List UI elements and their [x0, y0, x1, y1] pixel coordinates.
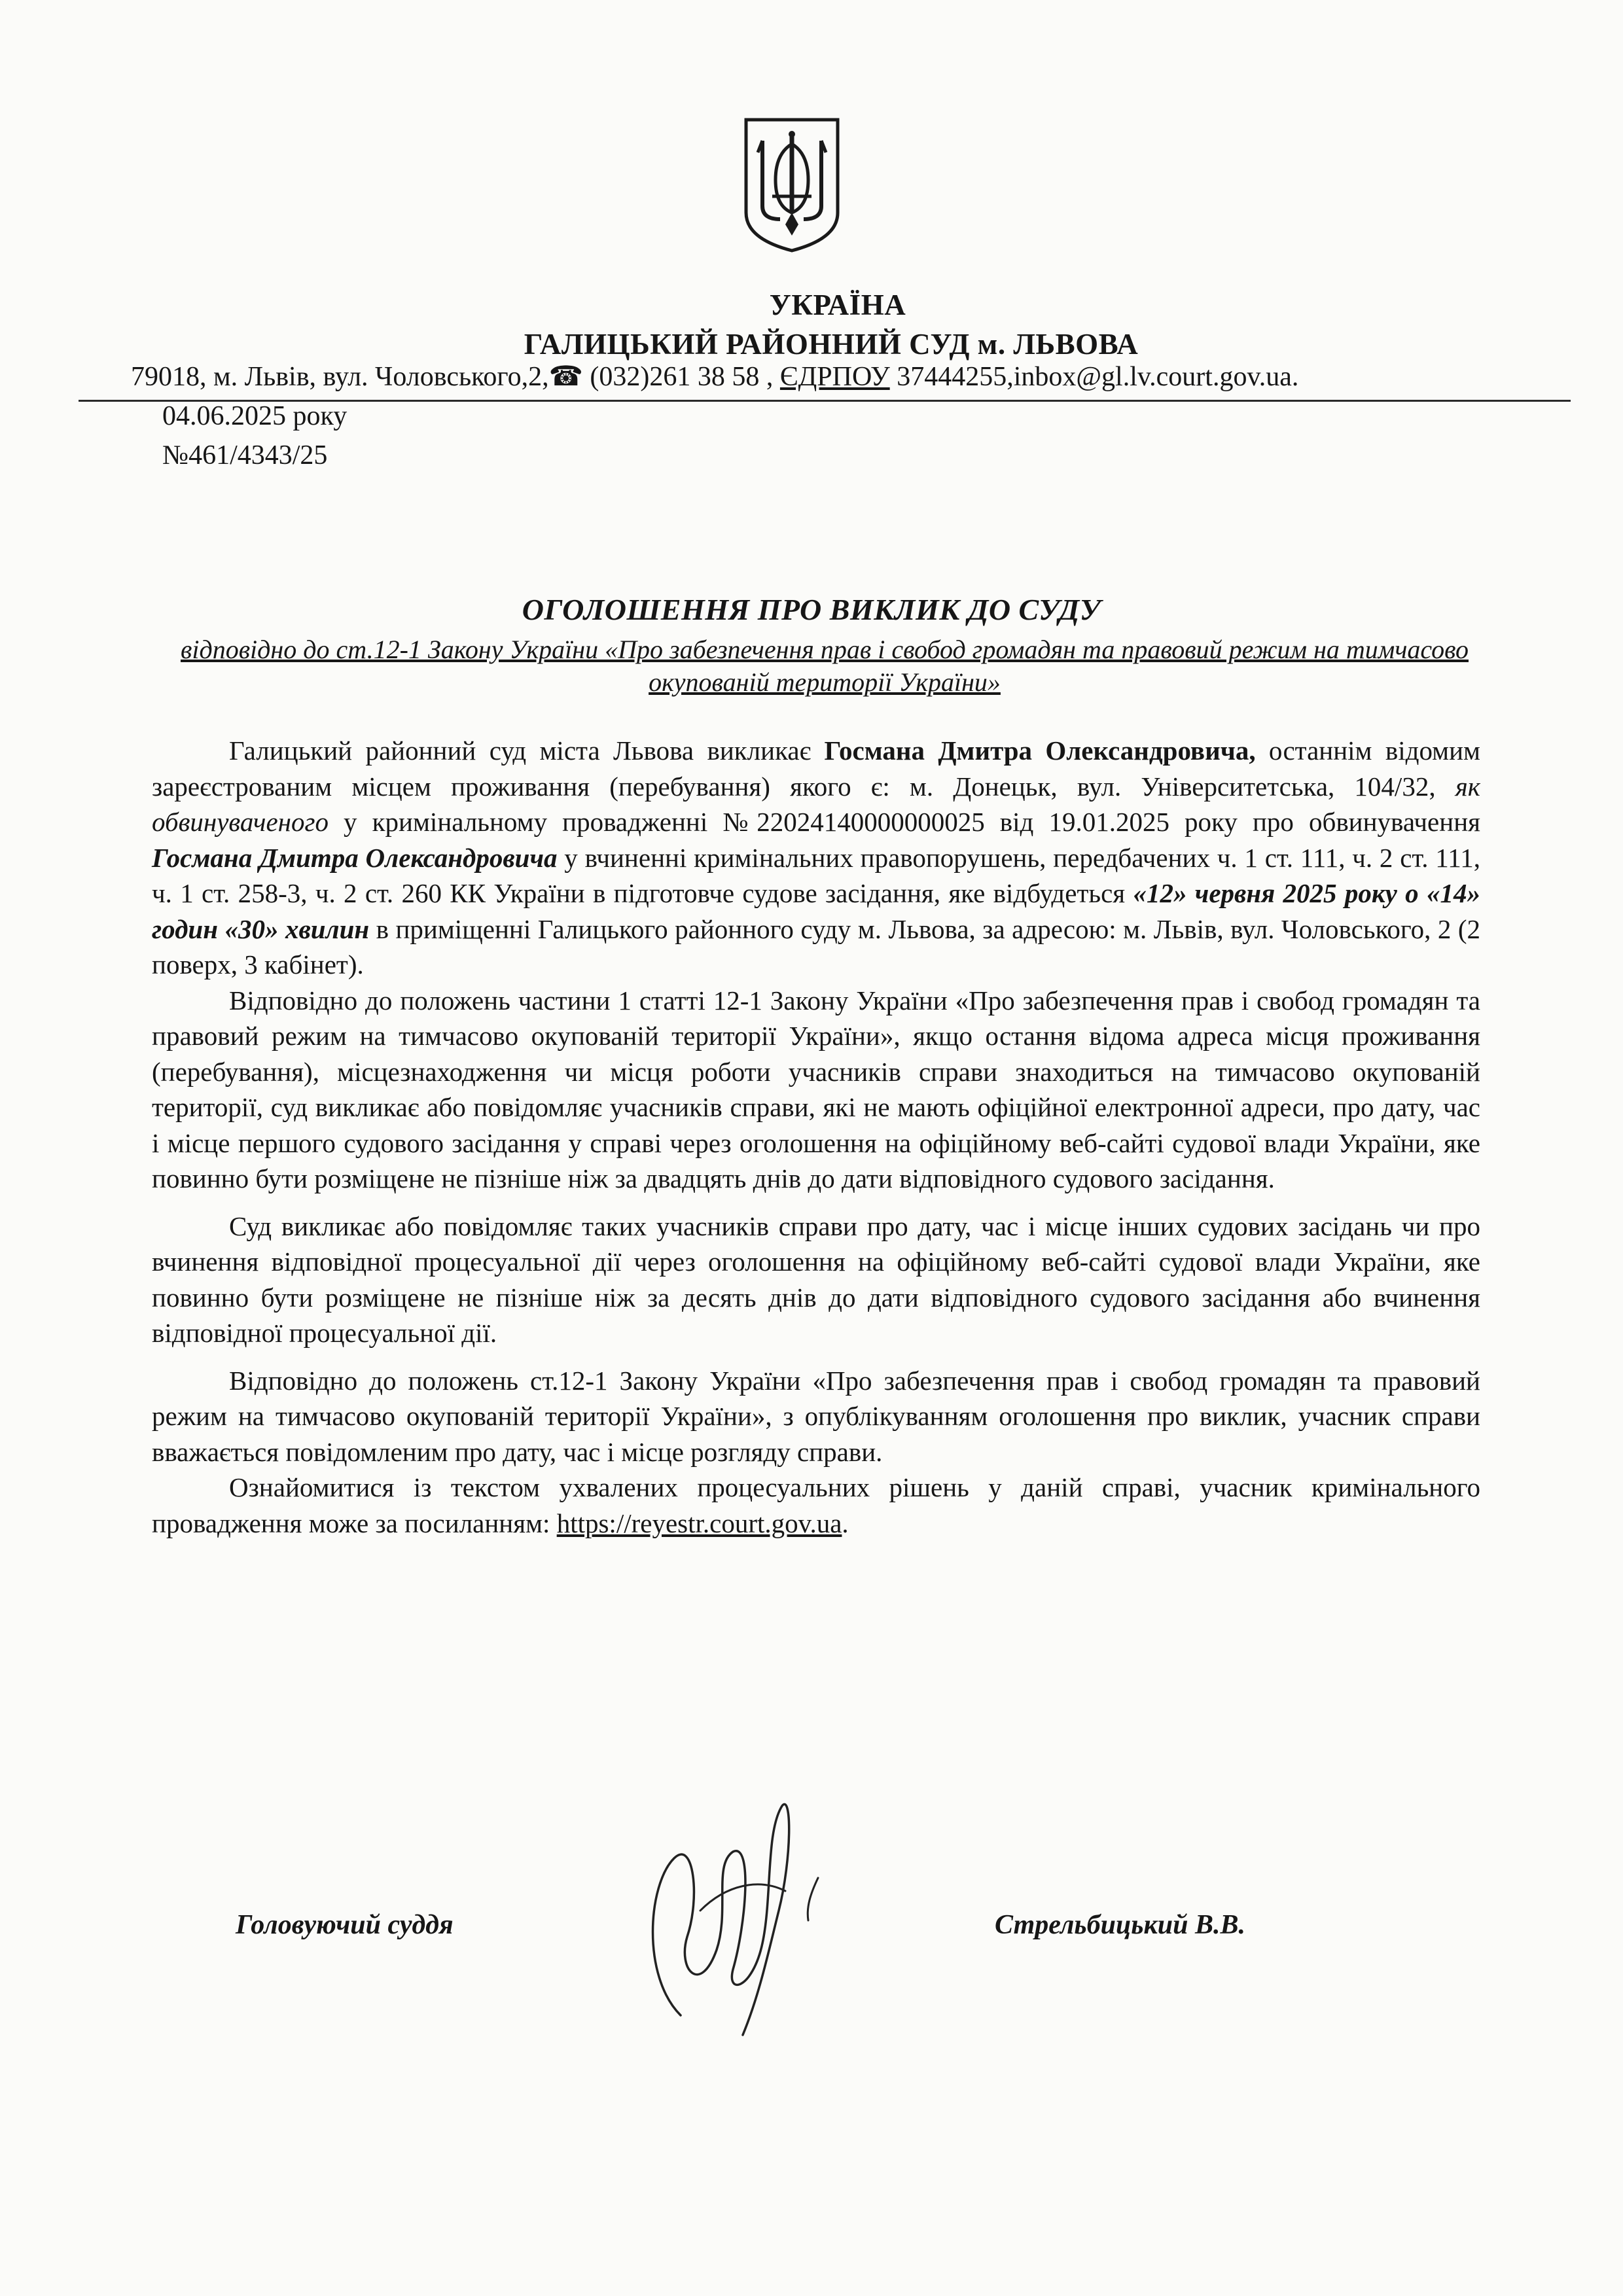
defendant-name: Госмана Дмитра Олександровича, — [824, 735, 1256, 766]
country-heading: УКРАЇНА — [769, 289, 906, 321]
registry-link[interactable]: https://reyestr.court.gov.ua — [556, 1508, 842, 1538]
document-title: ОГОЛОШЕННЯ ПРО ВИКЛИК ДО СУДУ — [522, 593, 1101, 626]
signature-mark — [602, 1780, 838, 2055]
p1-text-4: у вчиненні кримінальних правопорушень, передбачених ч. 1 ст. 111, ч. 2 ст. 111, ч. 1 ст. 258-3, ч. 2 ст. 260 КК України в підготовче судове засідання, яке відбудеться — [152, 842, 1480, 908]
p5-text-1: Ознайомитися із текстом ухвалених процесуальних рішень у даній справі, учасник кримінального провадження може за посиланням: — [152, 1472, 1480, 1538]
p1-text-2: останнім відомим зареєстрованим місцем проживання (перебування) якого є: м. Донецьк, вул. Університетська, 104/32, — [152, 735, 1481, 802]
p5-text-2: . — [842, 1508, 849, 1538]
paragraph-summons — [152, 733, 1480, 983]
judge-role: Головуючий суддя — [236, 1910, 454, 1940]
paragraph-other-hearings: Суд викликає або повідомляє таких учасників справи про дату, час і місце інших судових засідань чи про вчинення відповідної процесуальної дії через оголошення на офіційному веб-сайті судової влади України, яке повинно бути розміщене не пізніше ніж за десять днів до дати відповідного судового засідання або вчинення відповідної процесуальної дії. — [152, 1210, 1480, 1348]
court-address-line — [131, 360, 1571, 393]
paragraph-law-reference: Відповідно до положень частини 1 статті 12-1 Закону України «Про забезпечення прав і свобод громадян та правовий режим на тимчасово окупованій території України», якщо остання відома адреса місця проживання (перебування), місцезнаходження чи місця роботи учасників справи знаходиться на тимчасово окупованій території, суд викликає або повідомляє учасників справи, які не мають офіційної електронної адреси, про дату, час і місце першого судового засідання у справі через оголошення на офіційному веб-сайті судової влади України, яке повинно бути розміщене не пізніше ніж за двадцять днів до дати відповідного судового засідання. — [152, 985, 1480, 1193]
phone-number: (032)261 38 58 , — [582, 362, 780, 392]
p1-text-3: у кримінальному провадженні №22024140000000025 від 19.01.2025 року про обвинувачення — [328, 807, 1480, 837]
document-body — [152, 733, 1480, 1541]
phone-icon: ☎ — [548, 362, 583, 392]
court-heading: ГАЛИЦЬКИЙ РАЙОННИЙ СУД м. ЛЬВОВА — [524, 328, 1139, 361]
paragraph-registry-link — [152, 1470, 1480, 1541]
document-subtitle: відповідно до ст.12-1 Закону України «Про забезпечення прав і свобод громадян та правовий режим на тимчасово окупованій території України» — [180, 635, 1469, 697]
coat-of-arms-icon — [740, 115, 844, 255]
p1-text-5: в приміщенні Галицького районного суду м. Львова, за адресою: м. Львів, вул. Чоловського, 2 (2 поверх, 3 кабінет). — [152, 913, 1480, 980]
edrpou-label: ЄДРПОУ — [779, 362, 890, 392]
defendant-role: як обвинуваченого — [152, 771, 1480, 837]
p1-text-1: Галицький районний суд міста Львова викликає — [229, 735, 825, 766]
letter-date: 04.06.2025 року — [162, 401, 348, 431]
address-text: 79018, м. Львів, вул. Чоловського,2, — [131, 362, 549, 392]
edrpou-and-email: 37444255,inbox@gl.lv.court.gov.ua. — [889, 362, 1299, 392]
hearing-datetime: «12» червня 2025 року о «14» годин «30» хвилин — [152, 878, 1480, 944]
judge-name: Стрельбицький В.В. — [995, 1910, 1246, 1940]
paragraph-notification: Відповідно до положень ст.12-1 Закону України «Про забезпечення прав і свобод громадян та правовий режим на тимчасово окупованій території України», з опублікуванням оголошення про виклик, учасник справи вважається повідомленим про дату, час і місце розгляду справи. — [152, 1365, 1480, 1467]
defendant-name-italic: Госмана Дмитра Олександровича — [152, 842, 558, 873]
letter-number: №461/4343/25 — [162, 440, 328, 470]
